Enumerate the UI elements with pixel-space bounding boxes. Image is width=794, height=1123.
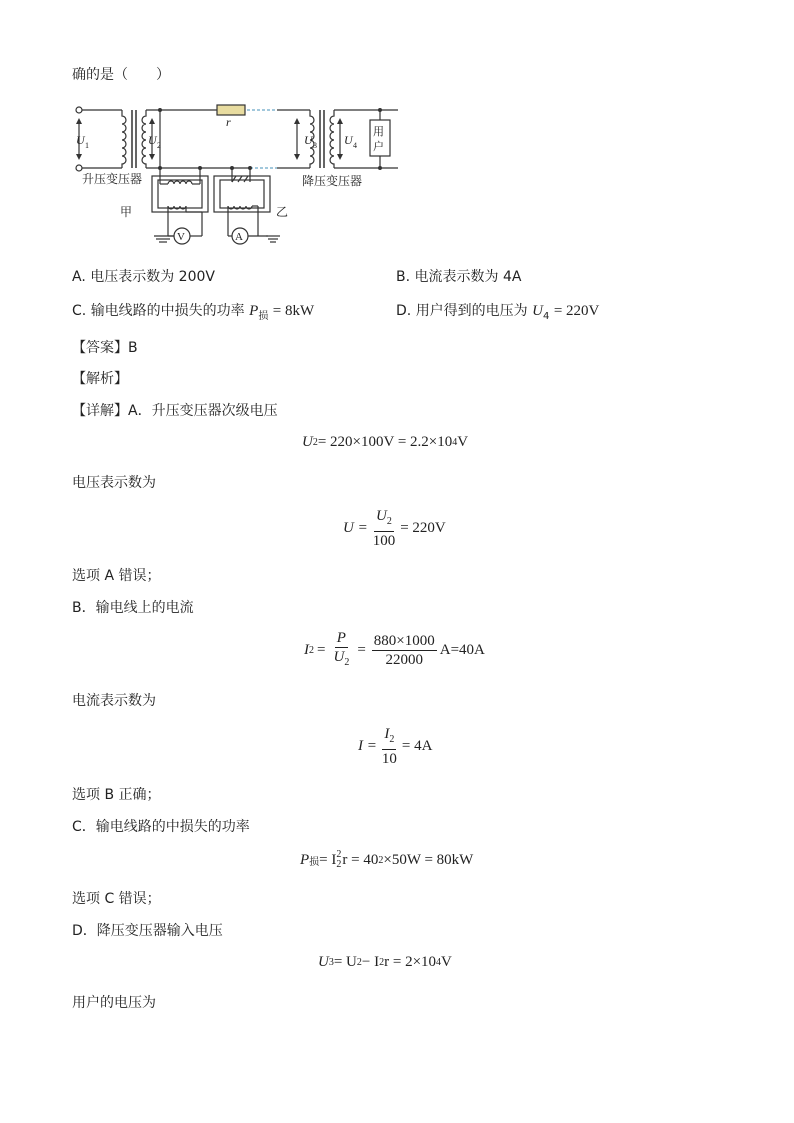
conclusion-b [72, 786, 161, 804]
eq2-num-sub: 2 [386, 516, 392, 527]
equation-voltmeter [343, 508, 446, 549]
detail-a-text: A．升压变压器次级电压 [128, 403, 278, 419]
terminal-bottom [76, 165, 82, 171]
eq4-lhs: I = [358, 738, 377, 754]
eq3-den1-sub: 2 [344, 657, 350, 668]
eq6-sub3: 2 [379, 957, 385, 968]
question-stem [72, 66, 170, 84]
eq6-mid3: r = 2×10 [384, 954, 437, 970]
conclusion-a-text: 选项 A 错误； [72, 568, 161, 584]
eq5-i-sub: 2 [336, 859, 342, 870]
eq5-mid2: r = 40 [342, 851, 379, 868]
eq6-mid1: = U [333, 954, 357, 970]
conclusion-a [72, 567, 160, 585]
u4-subscript: 4 [353, 141, 357, 150]
option-d-text: 用户得到的电压为 [415, 303, 528, 319]
option-b[interactable] [396, 266, 521, 286]
option-c-subscript: 损 [258, 310, 269, 322]
eq5-lhs: P [300, 851, 310, 868]
eq5-rhs: ×50W = 80kW [383, 851, 474, 868]
eq3-den1: U [333, 649, 345, 665]
option-c-text: 输电线路的中损失的功率 [90, 303, 245, 319]
equation-u3 [318, 954, 452, 971]
stepup-primary-coil [122, 110, 126, 168]
eq6-mid2: − I [361, 954, 380, 970]
option-c-prefix: C. [72, 303, 87, 319]
voltmeter-label: V [177, 231, 185, 243]
terminal-top [76, 107, 82, 113]
option-b-text: 电流表示数为 4A [414, 269, 522, 285]
u2-subscript: 2 [157, 141, 161, 150]
ammeter-reading-intro [72, 692, 156, 710]
eq4-num-sub: 2 [389, 734, 395, 745]
option-d-subscript: 4 [542, 310, 550, 322]
conclusion-c-text: 选项 C 错误； [72, 891, 161, 907]
option-d-value: = 220V [553, 303, 600, 319]
resistor-r [217, 105, 245, 115]
user-voltage-text: 用户的电压为 [72, 995, 156, 1011]
equation-i2: I 2 = $\frac{P}{U_2}$ = $\frac{880\times 1000}{22000}$ A=40A [304, 630, 485, 671]
option-c-value: = 8kW [272, 303, 315, 319]
u1-subscript: 1 [85, 141, 89, 150]
user-voltage-intro [72, 994, 156, 1012]
option-a-text: 电压表示数为 200V [90, 269, 215, 285]
stem-text: 确的是（ ） [72, 67, 170, 83]
eq4-num: I [384, 726, 390, 742]
option-a-prefix: A. [72, 269, 86, 285]
detail-label: 【详解】 [72, 403, 128, 419]
eq5-sub: 损 [309, 856, 320, 868]
eq3-num1: P [336, 630, 346, 646]
answer-line [72, 339, 138, 357]
eq3-rhs: A=40A [439, 642, 485, 658]
eq6-exp: 4 [436, 957, 442, 968]
equation-u2 [302, 434, 468, 451]
eq1-unit: V [457, 434, 469, 450]
option-a[interactable] [72, 266, 215, 286]
u3-subscript: 3 [313, 141, 317, 150]
option-d[interactable] [396, 300, 599, 322]
option-c[interactable] [72, 300, 314, 322]
detail-b-text: B．输电线上的电流 [72, 600, 194, 616]
instrument-transformer-yi [214, 176, 270, 212]
eq1-exp: 4 [452, 437, 458, 448]
ammeter-text: 电流表示数为 [72, 693, 156, 709]
eq3-lhs: I [304, 642, 309, 658]
equation-power-loss [300, 850, 473, 870]
option-d-symbol: U [532, 303, 543, 319]
detail-d-intro [72, 922, 223, 940]
eq3-num2: 880×1000 [373, 633, 435, 649]
eq6-sub: 3 [328, 957, 334, 968]
eq6-lhs: U [318, 954, 329, 970]
equation-ammeter [358, 726, 432, 767]
detail-d-text: D．降压变压器输入电压 [72, 923, 223, 939]
eq3-sub: 2 [309, 645, 314, 656]
option-c-symbol: P [249, 303, 259, 319]
detail-b-intro [72, 599, 194, 617]
step-up-caption: 升压变压器 [82, 172, 143, 186]
voltmeter-text: 电压表示数为 [72, 475, 156, 491]
option-b-prefix: B. [396, 269, 411, 285]
analysis-label: 【解析】 [72, 371, 128, 387]
user-label-bottom: 户 [373, 140, 384, 153]
user-label-top: 用 [373, 125, 384, 138]
eq3-fraction-2 [372, 633, 437, 668]
ammeter-label: A [235, 231, 243, 243]
conclusion-c [72, 890, 161, 908]
eq1-mid: = 220×100V = 2.2×10 [317, 434, 453, 450]
stepdown-secondary-coil [330, 110, 334, 168]
u4-label: U [344, 133, 353, 147]
conclusion-b-text: 选项 B 正确； [72, 787, 161, 803]
detail-a-intro [72, 402, 278, 420]
voltmeter-reading-intro [72, 474, 156, 492]
r-label: r [226, 115, 231, 129]
eq3-eq: = [317, 642, 326, 658]
eq2-num: U [376, 508, 387, 524]
answer-value: B [128, 340, 138, 356]
eq3-fraction-1 [331, 630, 351, 671]
stepup-secondary-coil [142, 110, 146, 168]
transmission-circuit-diagram [72, 98, 412, 250]
yi-label: 乙 [276, 205, 289, 219]
eq6-sub2: 2 [356, 957, 362, 968]
eq4-fraction [380, 726, 399, 767]
eq1-lhs: U [302, 434, 313, 450]
detail-c-intro [72, 818, 250, 836]
eq4-den: 10 [381, 751, 397, 767]
eq6-unit: V [441, 954, 452, 970]
step-down-caption: 降压变压器 [302, 174, 363, 188]
u3-label: U [304, 133, 313, 147]
eq2-lhs: U = [343, 520, 368, 536]
u1-label: U [76, 133, 85, 147]
eq1-sub: 2 [312, 437, 318, 448]
jia-label: 甲 [120, 205, 133, 219]
eq3-den2: 22000 [385, 652, 424, 668]
eq5-i-sup: 2 [336, 849, 342, 860]
eq2-fraction [371, 508, 398, 549]
eq4-rhs: = 4A [401, 738, 433, 754]
eq5-mid1: = I [319, 851, 337, 868]
eq2-den: 100 [372, 533, 396, 549]
detail-c-text: C．输电线路的中损失的功率 [72, 819, 250, 835]
option-d-prefix: D. [396, 303, 412, 319]
answer-label: 【答案】 [72, 340, 128, 356]
analysis-heading [72, 370, 128, 388]
u2-label: U [148, 133, 157, 147]
eq5-exp: 2 [378, 854, 384, 866]
eq2-rhs: = 220V [400, 520, 446, 536]
